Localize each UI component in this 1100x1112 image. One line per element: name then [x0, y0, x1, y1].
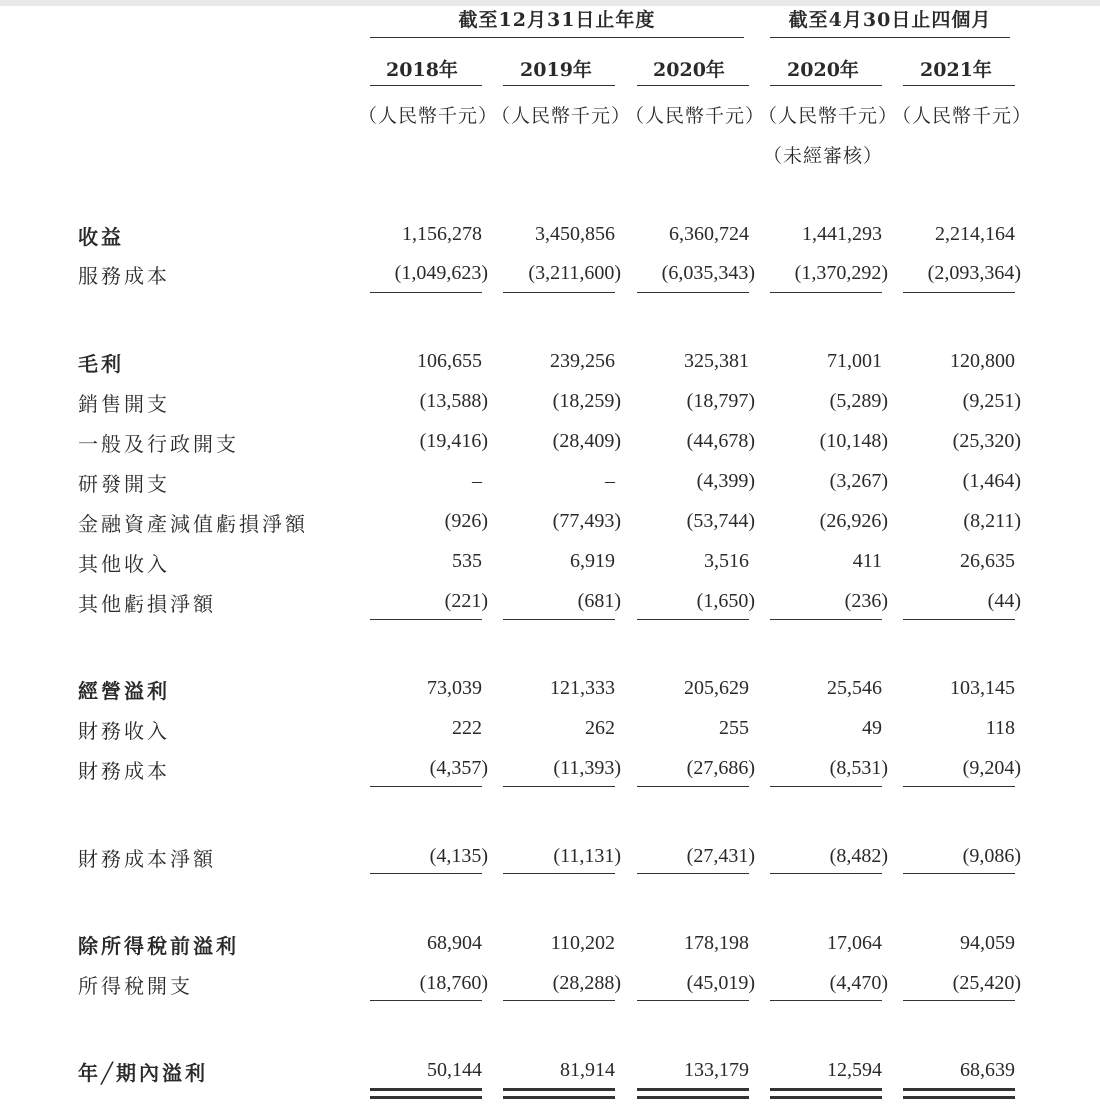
unit-label: （人民幣千元）	[758, 105, 899, 127]
row-label: 銷售開支	[78, 392, 170, 416]
value-cell: 81,914	[560, 1059, 615, 1081]
value-cell: 94,059	[960, 932, 1015, 954]
total-double-rule	[637, 1088, 749, 1099]
row-label: 其他虧損淨額	[78, 592, 216, 616]
value-cell: (6,035,343)	[661, 262, 755, 284]
value-cell: (2,093,364)	[927, 262, 1021, 284]
value-cell: 120,800	[950, 350, 1015, 372]
header-group-year-ended: 截至12月31日止年度	[458, 9, 656, 31]
subtotal-rule	[370, 786, 482, 787]
value-cell: 73,039	[427, 677, 482, 699]
subtotal-rule	[770, 873, 882, 874]
year-rule	[503, 85, 615, 86]
subtotal-rule	[903, 786, 1015, 787]
row-label: 毛利	[78, 352, 124, 376]
value-cell: 68,904	[427, 932, 482, 954]
unit-label: （人民幣千元）	[358, 105, 499, 127]
subtotal-rule	[370, 1000, 482, 1001]
value-cell: (926)	[444, 510, 488, 532]
value-cell: (3,267)	[829, 470, 888, 492]
value-cell: 106,655	[417, 350, 482, 372]
value-cell: (28,409)	[552, 430, 621, 452]
value-cell: (19,416)	[419, 430, 488, 452]
total-double-rule	[503, 1088, 615, 1099]
value-cell: 118	[985, 717, 1015, 739]
value-cell: 205,629	[684, 677, 749, 699]
value-cell: 133,179	[684, 1059, 749, 1081]
unit-label: （人民幣千元）	[625, 105, 766, 127]
value-cell: 6,919	[570, 550, 615, 572]
subtotal-rule	[370, 873, 482, 874]
value-cell: 26,635	[960, 550, 1015, 572]
value-cell: 2,214,164	[935, 223, 1015, 245]
value-cell: –	[472, 470, 482, 492]
value-cell: (28,288)	[552, 972, 621, 994]
subtotal-rule	[637, 1000, 749, 1001]
row-label: 研發開支	[78, 472, 170, 496]
year-header: 2020年	[787, 59, 859, 81]
subtotal-rule	[903, 292, 1015, 293]
value-cell: 535	[452, 550, 482, 572]
value-cell: (8,211)	[963, 510, 1021, 532]
row-label: 一般及行政開支	[78, 432, 239, 456]
unaudited-label: （未經審核）	[762, 145, 883, 167]
value-cell: (3,211,600)	[528, 262, 621, 284]
value-cell: (18,797)	[686, 390, 755, 412]
total-double-rule	[770, 1088, 882, 1099]
value-cell: 262	[585, 717, 615, 739]
value-cell: (4,357)	[429, 757, 488, 779]
subtotal-rule	[903, 1000, 1015, 1001]
value-cell: (4,470)	[829, 972, 888, 994]
value-cell: 68,639	[960, 1059, 1015, 1081]
row-label: 財務收入	[78, 719, 170, 743]
subtotal-rule	[637, 292, 749, 293]
row-label: 財務成本淨額	[78, 847, 216, 871]
subtotal-rule	[770, 786, 882, 787]
subtotal-rule	[637, 619, 749, 620]
value-cell: (236)	[844, 590, 888, 612]
row-label: 收益	[78, 225, 124, 249]
value-cell: (27,431)	[686, 845, 755, 867]
value-cell: 12,594	[827, 1059, 882, 1081]
year-rule	[637, 85, 749, 86]
value-cell: (13,588)	[419, 390, 488, 412]
value-cell: 103,145	[950, 677, 1015, 699]
value-cell: (1,650)	[696, 590, 755, 612]
row-label: 其他收入	[78, 552, 170, 576]
value-cell: (8,482)	[829, 845, 888, 867]
header-group-rule	[370, 37, 744, 38]
value-cell: (77,493)	[552, 510, 621, 532]
subtotal-rule	[637, 873, 749, 874]
value-cell: 239,256	[550, 350, 615, 372]
subtotal-rule	[503, 1000, 615, 1001]
subtotal-rule	[770, 619, 882, 620]
row-label: 所得稅開支	[78, 974, 193, 998]
value-cell: (25,320)	[952, 430, 1021, 452]
row-label: 財務成本	[78, 759, 170, 783]
value-cell: (9,204)	[962, 757, 1021, 779]
value-cell: (26,926)	[819, 510, 888, 532]
value-cell: –	[605, 470, 615, 492]
row-label: 除所得稅前溢利	[78, 934, 239, 958]
subtotal-rule	[503, 786, 615, 787]
value-cell: 255	[719, 717, 749, 739]
row-label: 經營溢利	[78, 679, 170, 703]
value-cell: (1,464)	[962, 470, 1021, 492]
year-rule	[370, 85, 482, 86]
value-cell: (18,259)	[552, 390, 621, 412]
value-cell: (5,289)	[829, 390, 888, 412]
subtotal-rule	[370, 619, 482, 620]
value-cell: (4,135)	[429, 845, 488, 867]
value-cell: (9,251)	[962, 390, 1021, 412]
value-cell: 3,450,856	[535, 223, 615, 245]
year-header: 2019年	[520, 59, 592, 81]
unit-label: （人民幣千元）	[491, 105, 632, 127]
year-header: 2020年	[653, 59, 725, 81]
value-cell: (18,760)	[419, 972, 488, 994]
value-cell: (45,019)	[686, 972, 755, 994]
year-rule	[903, 85, 1015, 86]
unit-label: （人民幣千元）	[892, 105, 1033, 127]
value-cell: 178,198	[684, 932, 749, 954]
subtotal-rule	[903, 873, 1015, 874]
value-cell: 325,381	[684, 350, 749, 372]
total-double-rule	[370, 1088, 482, 1099]
value-cell: 1,156,278	[402, 223, 482, 245]
header-group-four-months: 截至4月30日止四個月	[788, 9, 992, 31]
value-cell: (11,131)	[553, 845, 621, 867]
value-cell: (1,049,623)	[394, 262, 488, 284]
subtotal-rule	[903, 619, 1015, 620]
value-cell: 1,441,293	[802, 223, 882, 245]
value-cell: 49	[862, 717, 882, 739]
value-cell: 121,333	[550, 677, 615, 699]
row-label: 服務成本	[78, 264, 170, 288]
value-cell: (27,686)	[686, 757, 755, 779]
value-cell: (8,531)	[829, 757, 888, 779]
row-label: 金融資產減值虧損淨額	[78, 512, 308, 536]
year-header: 2018年	[386, 59, 458, 81]
value-cell: 50,144	[427, 1059, 482, 1081]
value-cell: 110,202	[550, 932, 615, 954]
value-cell: (681)	[577, 590, 621, 612]
subtotal-rule	[503, 873, 615, 874]
value-cell: 71,001	[827, 350, 882, 372]
value-cell: 411	[852, 550, 882, 572]
value-cell: (9,086)	[962, 845, 1021, 867]
total-double-rule	[903, 1088, 1015, 1099]
value-cell: (25,420)	[952, 972, 1021, 994]
subtotal-rule	[637, 786, 749, 787]
value-cell: (44,678)	[686, 430, 755, 452]
value-cell: (10,148)	[819, 430, 888, 452]
header-group-rule	[770, 37, 1010, 38]
value-cell: (53,744)	[686, 510, 755, 532]
row-label: 年╱期內溢利	[78, 1061, 209, 1085]
value-cell: 6,360,724	[669, 223, 749, 245]
value-cell: (1,370,292)	[794, 262, 888, 284]
subtotal-rule	[503, 619, 615, 620]
value-cell: (4,399)	[696, 470, 755, 492]
value-cell: 25,546	[827, 677, 882, 699]
year-rule	[770, 85, 882, 86]
value-cell: 222	[452, 717, 482, 739]
subtotal-rule	[370, 292, 482, 293]
year-header: 2021年	[920, 59, 992, 81]
subtotal-rule	[770, 1000, 882, 1001]
value-cell: 17,064	[827, 932, 882, 954]
subtotal-rule	[770, 292, 882, 293]
value-cell: (221)	[444, 590, 488, 612]
value-cell: 3,516	[704, 550, 749, 572]
value-cell: (11,393)	[553, 757, 621, 779]
value-cell: (44)	[987, 590, 1021, 612]
subtotal-rule	[503, 292, 615, 293]
